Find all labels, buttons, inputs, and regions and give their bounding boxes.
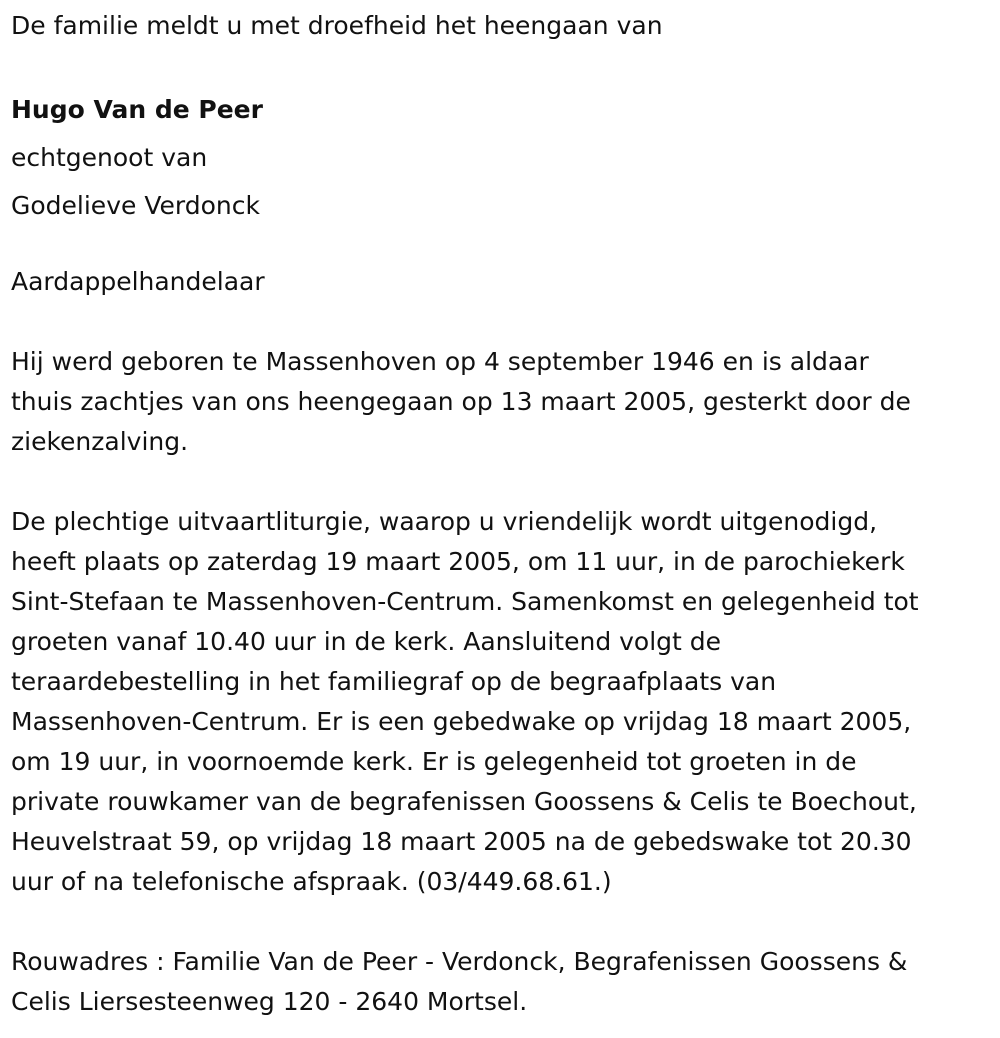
relation-text: echtgenoot van [11, 143, 208, 172]
intro-text: De familie meldt u met droefheid het heengaan van [11, 11, 663, 40]
occupation: Aardappelhandelaar [11, 267, 265, 296]
name-block [11, 86, 990, 230]
funeral-paragraph: De plechtige uitvaartliturgie, waarop u vriendelijk wordt uitgenodigd, heeft plaats op zaterdag 19 maart 2005, om 11 uur, in de parochiekerk Sint-Stefaan te Massenhoven-Centrum. Samenkomst en gelegenheid tot groeten vanaf 10.40 uur in de kerk. Aansluitend volgt de teraardebestelling in het familiegraf op de begraafplaats van Massenhoven-Centrum. Er is een gebedwake op vrijdag 18 maart 2005, om 19 uur, in voornoemde kerk. Er is gelegenheid tot groeten in de private rouwkamer van de begrafenissen Goossens & Celis te Boechout, Heuvelstraat 59, op vrijdag 18 maart 2005 na de gebedswake tot 20.30 uur of na telefonische afspraak. (03/449.68.61.) [11, 507, 919, 896]
deceased-name: Hugo Van de Peer [11, 95, 263, 124]
spouse-name: Godelieve Verdonck [11, 191, 260, 220]
address-paragraph: Rouwadres : Familie Van de Peer - Verdonck, Begrafenissen Goossens & Celis Liersesteenweg 120 - 2640 Mortsel. [11, 947, 908, 1016]
birth-death-paragraph: Hij werd geboren te Massenhoven op 4 september 1946 en is aldaar thuis zachtjes van ons heengegaan op 13 maart 2005, gesterkt door de ziekenzalving. [11, 347, 911, 456]
